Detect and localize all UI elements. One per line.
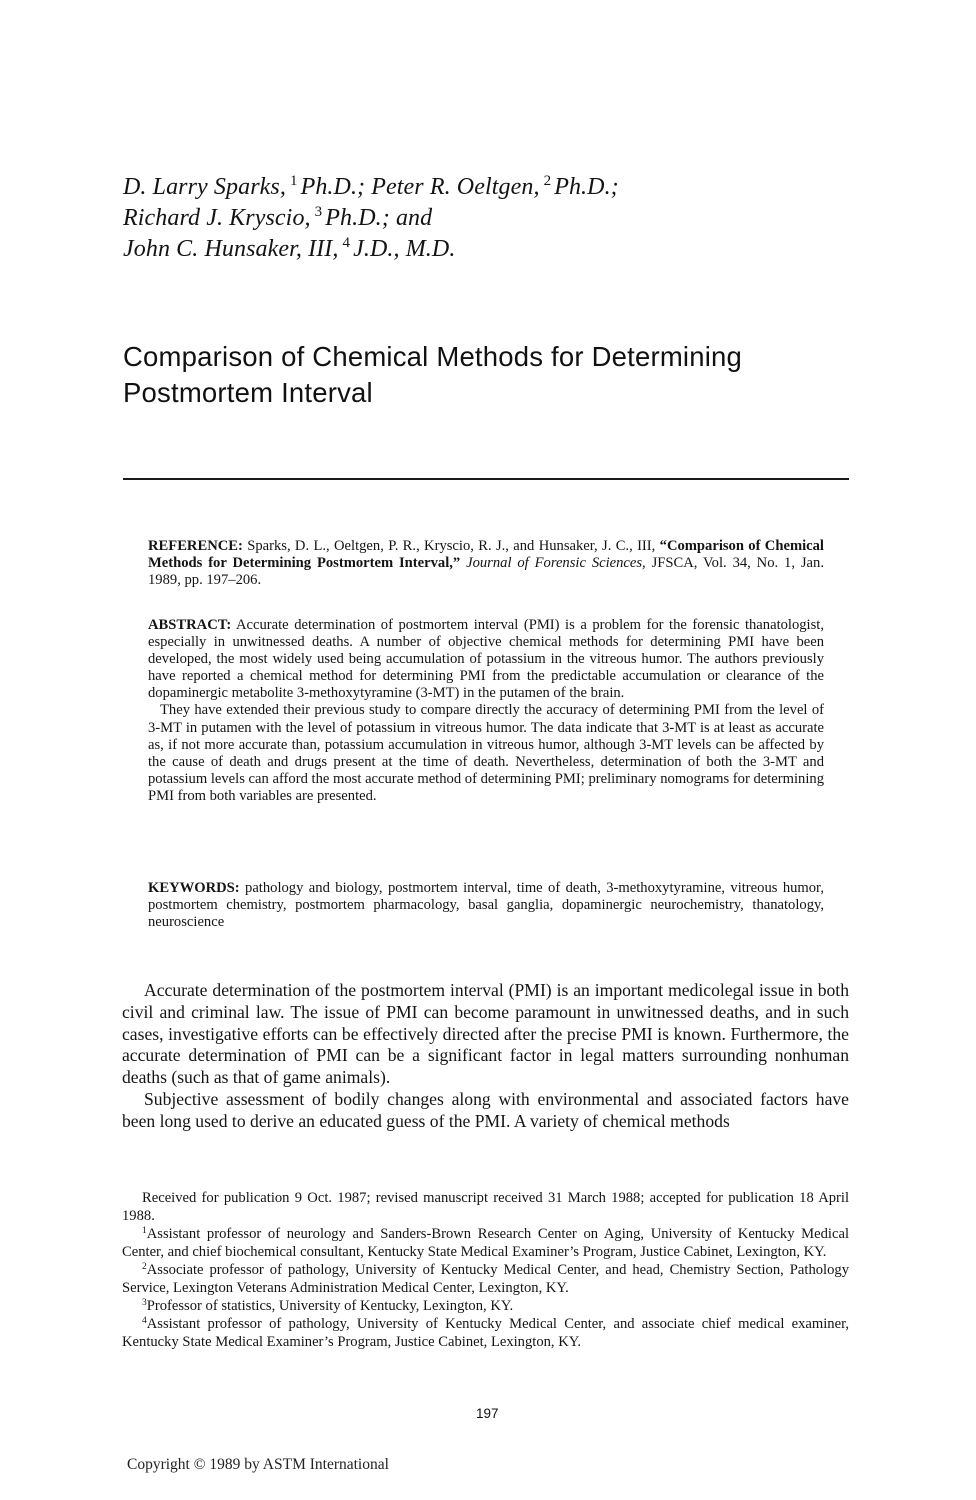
footnote-marker: 4 <box>342 235 351 251</box>
author-name: John C. Hunsaker, III, <box>123 236 339 262</box>
footnote-2 <box>122 1261 849 1297</box>
reference-authors: Sparks, D. L., Oeltgen, P. R., Kryscio, R. J., and Hunsaker, J. C., III, <box>242 538 660 554</box>
footnote-4 <box>122 1315 849 1351</box>
footnotes <box>122 1189 849 1351</box>
footnote-3 <box>122 1297 849 1315</box>
footnote-text: Assistant professor of neurology and Sanders-Brown Research Center on Aging, University of Kentucky Medical Center, and chief biochemical consultant, Kentucky State Medical Examiner’s Program, Justice Cabinet, Lexington, KY. <box>122 1226 849 1260</box>
keywords-label: KEYWORDS: <box>148 880 240 896</box>
footnote-received: Received for publication 9 Oct. 1987; revised manuscript received 31 March 1988; accepted for publication 18 April 1988. <box>122 1190 849 1224</box>
paper-title <box>123 339 863 411</box>
footnote-marker: 2 <box>543 173 552 189</box>
copyright-notice: Copyright © 1989 by ASTM International <box>127 1456 389 1473</box>
body-paragraph-1: Accurate determination of the postmortem interval (PMI) is an important medicolegal issue in both civil and criminal law. The issue of PMI can become paramount in unwitnessed deaths, and in such cases, investigative efforts can be effectively directed after the precise PMI is known. Furthermore, the accurate determination of PMI can be a significant factor in legal matters surrounding nonhuman deaths (such as that of game animals). <box>122 980 849 1088</box>
abstract-label: ABSTRACT: <box>148 617 232 633</box>
footnote-marker: 2 <box>142 1262 147 1272</box>
footnote-1 <box>122 1225 849 1261</box>
author-line-1 <box>123 172 743 203</box>
footnote-text: Associate professor of pathology, University of Kentucky Medical Center, and head, Chemistry Section, Pathology Service, Lexington Veterans Administration Medical Center, Lexington, KY. <box>122 1262 849 1296</box>
reference-citation: JFSCA, Vol. 34, No. 1, Jan. 1989, pp. 197–206. <box>148 555 824 589</box>
abstract-section <box>148 617 824 805</box>
footnote-marker: 4 <box>142 1316 147 1326</box>
title-line-1: Comparison of Chemical Methods for Determining <box>123 341 743 372</box>
footnote-marker: 1 <box>142 1226 147 1236</box>
footnote-marker: 3 <box>142 1298 147 1308</box>
author-name: Peter R. Oeltgen, <box>371 174 540 200</box>
author-name: Richard J. Kryscio, <box>123 205 311 231</box>
author-line-2 <box>123 203 743 234</box>
author-line-3 <box>123 234 743 265</box>
author-degree: J.D., M.D. <box>353 236 456 262</box>
keywords-section <box>148 880 824 931</box>
title-divider <box>123 478 849 480</box>
author-degree: Ph.D.; and <box>325 205 433 231</box>
reference-section <box>148 538 824 589</box>
footnote-text: Professor of statistics, University of Kentucky, Lexington, KY. <box>146 1298 514 1314</box>
title-line-2: Postmortem Interval <box>123 377 373 408</box>
body-text <box>122 980 849 1133</box>
keywords-text: pathology and biology, postmortem interval, time of death, 3-methoxytyramine, vitreous humor, postmortem chemistry, postmortem pharmacology, basal ganglia, dopaminergic neurochemistry, thanatology, neuroscience <box>148 880 824 931</box>
footnote-text: Assistant professor of pathology, University of Kentucky Medical Center, and associate chief medical examiner, Kentucky State Medical Examiner’s Program, Justice Cabinet, Lexington, KY. <box>122 1316 849 1350</box>
page-number: 197 <box>476 1406 499 1421</box>
footnote-marker: 1 <box>289 173 298 189</box>
footnote-marker: 3 <box>314 204 323 220</box>
reference-label: REFERENCE: <box>148 538 243 554</box>
author-degree: Ph.D.; <box>554 174 619 200</box>
author-degree: Ph.D.; <box>300 174 366 200</box>
reference-journal: Journal of Forensic Sciences, <box>460 555 646 572</box>
author-list <box>123 172 743 265</box>
author-name: D. Larry Sparks, <box>123 174 286 200</box>
reference-article-title: “Comparison of Chemical Methods for Determining Postmortem Interval,” <box>148 538 824 572</box>
body-paragraph-2: Subjective assessment of bodily changes along with environmental and associated factors have been long used to derive an educated guess of the PMI. A variety of chemical methods <box>122 1088 849 1131</box>
abstract-paragraph-2: They have extended their previous study to compare directly the accuracy of determining PMI from the level of 3-MT in putamen with the level of potassium in vitreous humor. The data indicate that 3-MT is at least as accurate as, if not more accurate than, potassium accumulation in vitreous humor, although 3-MT levels can be affected by the cause of death and drugs present at the time of death. Nevertheless, determination of both the 3-MT and potassium levels can afford the most accurate method of determining PMI; preliminary nomograms for determining PMI from both variables are presented. <box>148 702 824 804</box>
abstract-paragraph-1: Accurate determination of postmortem interval (PMI) is a problem for the forensic thanatologist, especially in unwitnessed deaths. A number of objective chemical methods for determining PMI have been developed, the most widely used being accumulation of potassium in the vitreous humor. The authors previously have reported a chemical method for determining PMI from the predictable accumulation or clearance of the dopaminergic metabolite 3-methoxytyramine (3-MT) in the putamen of the brain. <box>148 617 824 702</box>
